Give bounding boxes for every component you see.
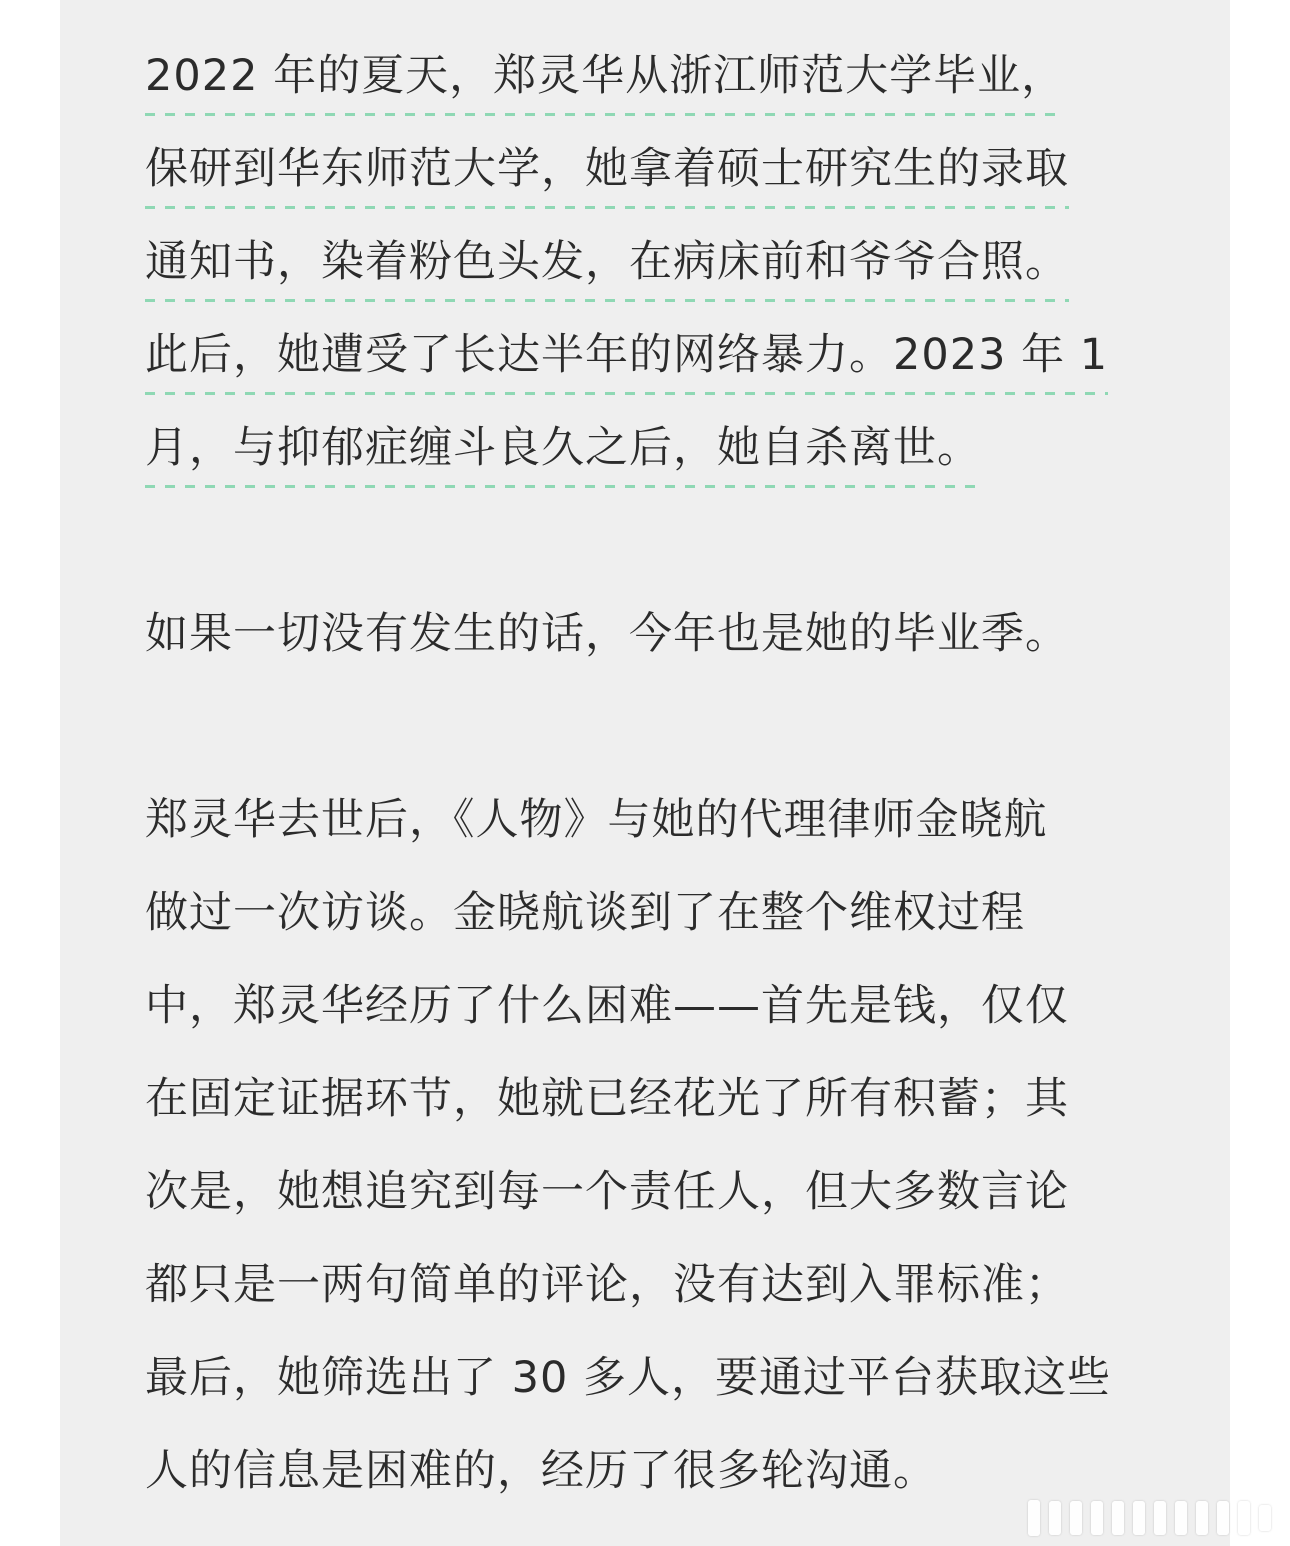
watermark-bar [1217, 1501, 1229, 1535]
watermark-bar [1238, 1501, 1250, 1535]
text-line: 如果一切没有发生的话，今年也是她的毕业季。 [145, 609, 1069, 659]
watermark-bar [1028, 1500, 1040, 1536]
text-line: 做过一次访谈。金晓航谈到了在整个维权过程 [145, 888, 1025, 938]
watermark-bar [1049, 1501, 1061, 1535]
text-line: 月，与抑郁症缠斗良久之后，她自杀离世。 [145, 418, 981, 478]
text-line: 保研到华东师范大学，她拿着硕士研究生的录取 [145, 139, 1069, 199]
watermark-bar [1112, 1501, 1124, 1535]
text-line: 2022 年的夏天，郑灵华从浙江师范大学毕业， [145, 46, 1065, 106]
text-line: 次是，她想追究到每一个责任人，但大多数言论 [145, 1167, 1069, 1217]
watermark-bar [1196, 1501, 1208, 1535]
watermark-bar [1154, 1501, 1166, 1535]
text-line: 在固定证据环节，她就已经花光了所有积蓄；其 [145, 1074, 1069, 1124]
text-line: 通知书，染着粉色头发，在病床前和爷爷合照。 [145, 232, 1069, 292]
watermark-bar [1133, 1501, 1145, 1535]
watermark-bar [1070, 1501, 1082, 1535]
text-line: 郑灵华去世后，《人物》与她的代理律师金晓航 [145, 795, 1048, 845]
watermark-bar [1091, 1501, 1103, 1535]
text-line: 人的信息是困难的，经历了很多轮沟通。 [145, 1446, 937, 1496]
watermark-bar [1175, 1501, 1187, 1535]
text-line: 都只是一两句简单的评论，没有达到入罪标准； [145, 1260, 1069, 1310]
text-line: 最后，她筛选出了 30 多人，要通过平台获取这些 [145, 1353, 1112, 1403]
text-line: 中，郑灵华经历了什么困难——首先是钱，仅仅 [145, 981, 1069, 1031]
watermark-bar [1259, 1505, 1271, 1531]
text-line: 此后，她遭受了长达半年的网络暴力。2023 年 1 [145, 325, 1108, 385]
watermark-logo [1028, 1500, 1288, 1536]
